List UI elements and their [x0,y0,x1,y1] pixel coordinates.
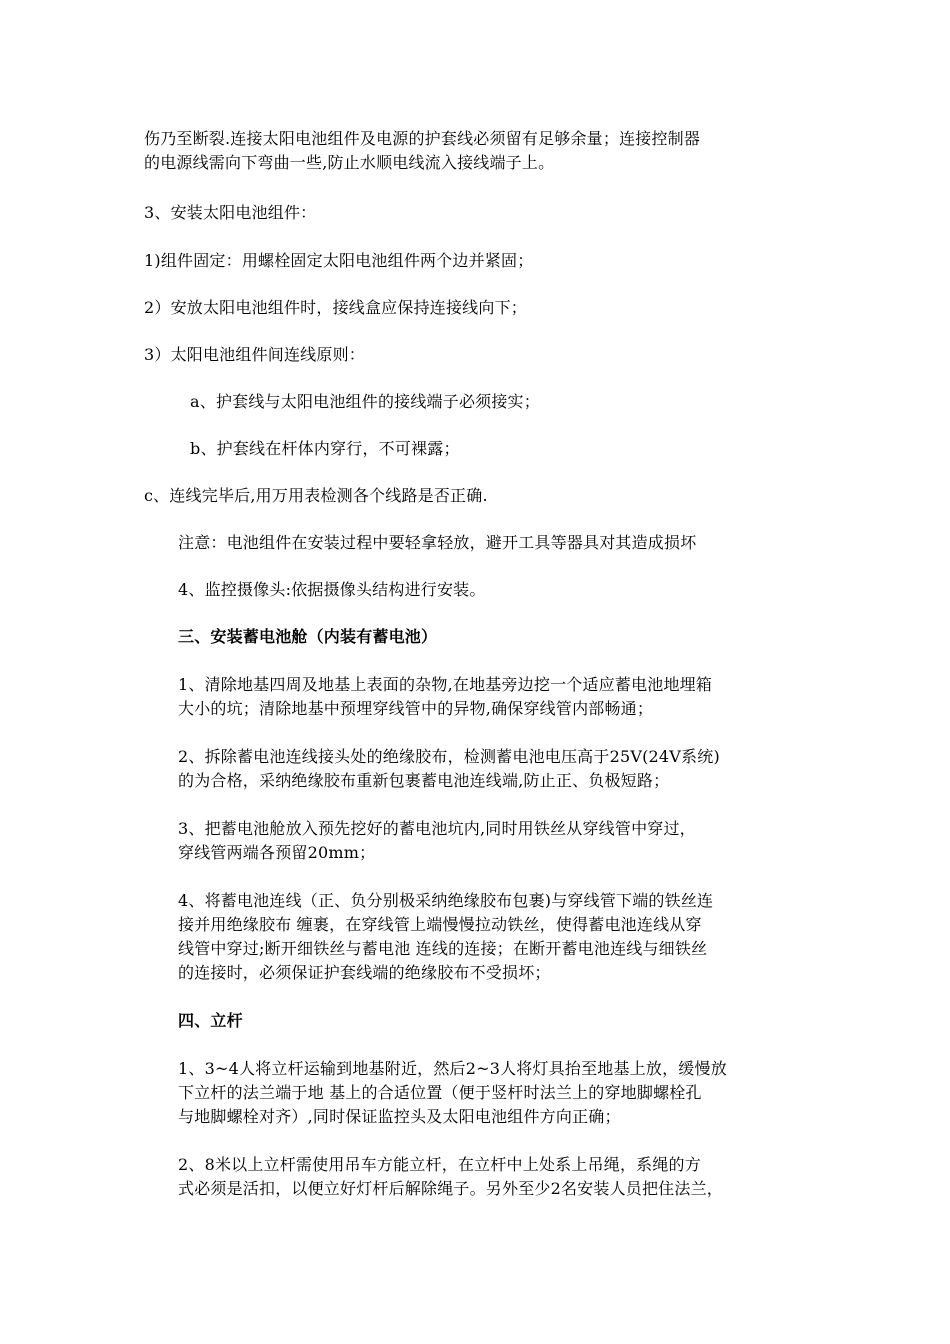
paragraph-line: 的连接时，必须保证护套线端的绝缘胶布不受损坏； [178,963,551,982]
paragraph-line: 伤乃至断裂.连接太阳电池组件及电源的护套线必须留有足够余量；连接控制器 [144,129,701,148]
paragraph-line: 4、将蓄电池连线（正、负分别极采纳绝缘胶布包裹)与穿线管下端的铁丝连 [178,891,714,910]
list-item: 3）太阳电池组件间连线原则： [144,345,365,364]
section-step-heading: 3、安装太阳电池组件： [144,203,317,222]
sub-list-item: b、护套线在杆体内穿行，不可裸露； [190,439,460,458]
paragraph-line: 接并用绝缘胶布 缠裹，在穿线管上端慢慢拉动铁丝，使得蓄电池连线从穿 [178,915,702,934]
paragraph-line: 式必须是活扣，以便立好灯杆后解除绳子。另外至少2名安装人员把住法兰， [178,1179,723,1198]
note-text: 注意：电池组件在安装过程中要轻拿轻放，避开工具等器具对其造成损坏 [178,533,697,552]
sub-list-item: c、连线完毕后,用万用表检测各个线路是否正确. [144,486,488,505]
paragraph-line: 2、8米以上立杆需使用吊车方能立杆，在立杆中上处系上吊绳，系绳的方 [178,1155,701,1174]
paragraph-line: 2、拆除蓄电池连线接头处的绝缘胶布，检测蓄电池电压高于25V(24V系统) [178,747,720,766]
section-step-heading: 4、监控摄像头:依据摄像头结构进行安装。 [178,580,486,599]
section-heading: 三、安装蓄电池舱（内装有蓄电池） [178,627,438,646]
sub-list-item: a、护套线与太阳电池组件的接线端子必须接实； [190,392,540,411]
paragraph-line: 的电源线需向下弯曲一些,防止水顺电线流入接线端子上。 [144,153,555,172]
paragraph-line: 的为合格，采纳绝缘胶布重新包裹蓄电池连线端,防止正、负极短路； [178,771,670,790]
list-item: 1)组件固定：用螺栓固定太阳电池组件两个边并紧固； [144,251,534,270]
section-heading: 四、立杆 [178,1011,243,1030]
paragraph-line: 穿线管两端各预留20mm； [178,843,376,862]
paragraph-line: 1、清除地基四周及地基上表面的杂物,在地基旁边挖一个适应蓄电池地埋箱 [178,675,713,694]
paragraph-line: 下立杆的法兰端于地 基上的合适位置（便于竖杆时法兰上的穿地脚螺栓孔 [178,1083,702,1102]
paragraph-line: 与地脚螺栓对齐）,同时保证监控头及太阳电池组件方向正确； [178,1107,621,1126]
paragraph-line: 大小的坑；清除地基中预埋穿线管中的异物,确保穿线管内部畅通； [178,699,654,718]
paragraph-line: 线管中穿过;断开细铁丝与蓄电池 连线的连接；在断开蓄电池连线与细铁丝 [178,939,708,958]
paragraph-line: 3、把蓄电池舱放入预先挖好的蓄电池坑内,同时用铁丝从穿线管中穿过， [178,819,696,838]
paragraph-line: 1、3~4人将立杆运输到地基附近，然后2~3人将灯具抬至地基上放，缓慢放 [178,1059,727,1078]
list-item: 2）安放太阳电池组件时，接线盒应保持连接线向下； [144,298,527,317]
